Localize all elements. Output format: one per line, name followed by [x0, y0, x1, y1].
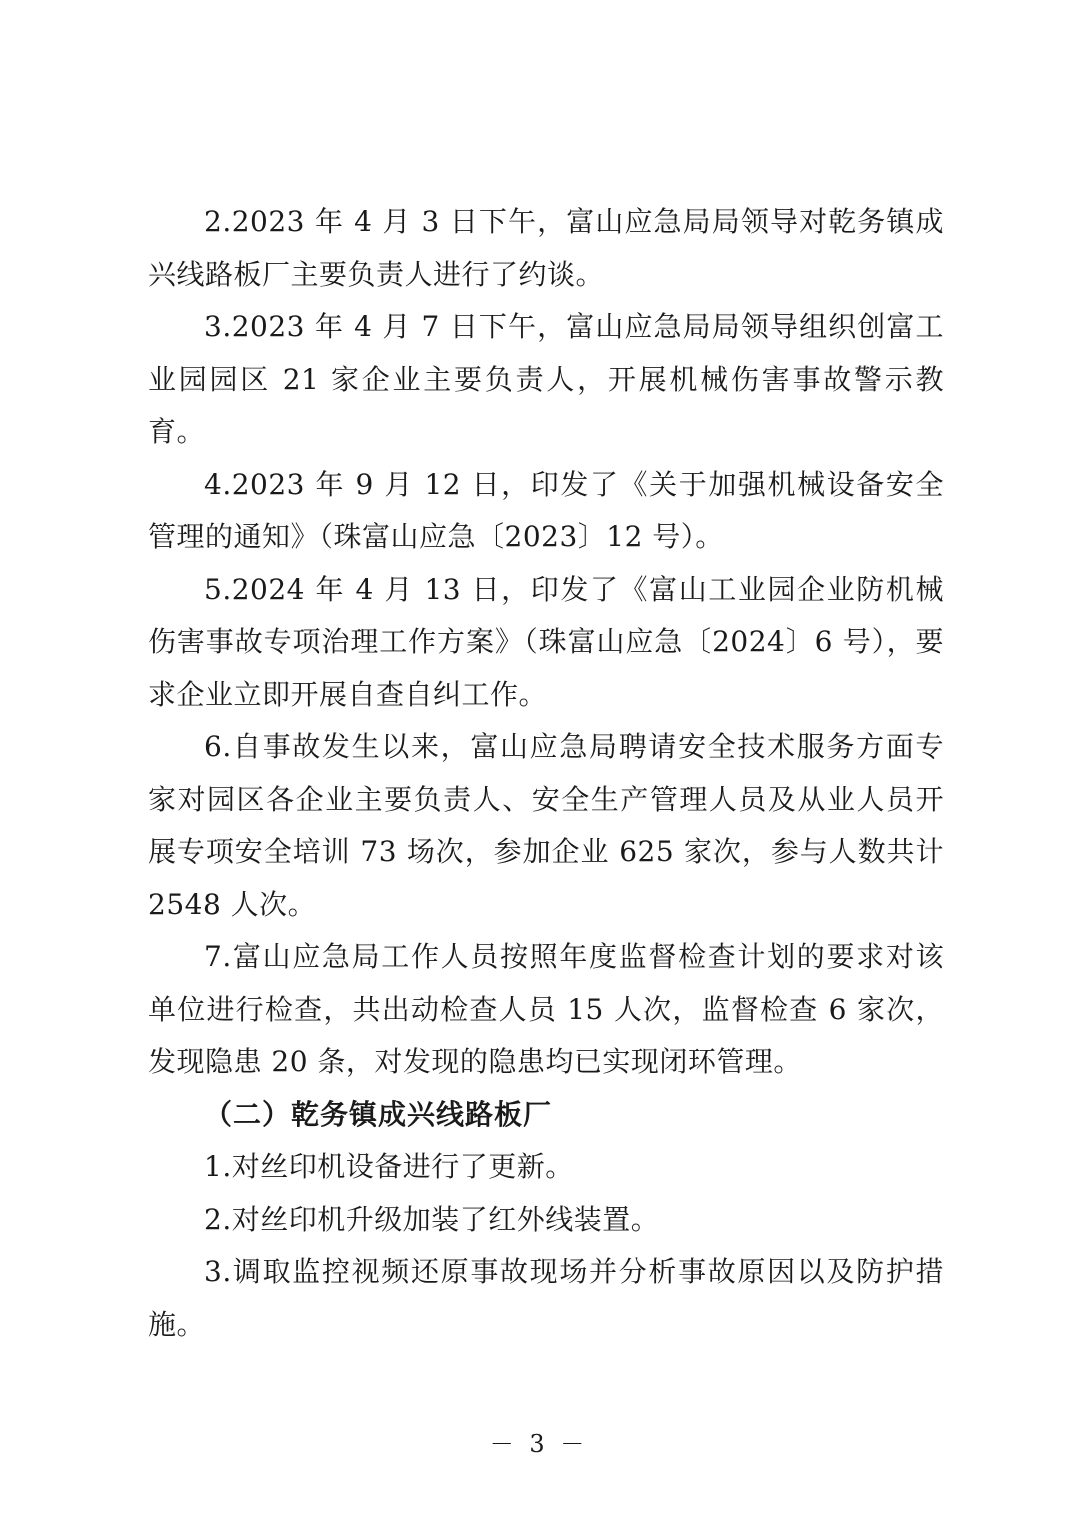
paragraph-item-7: 7.富山应急局工作人员按照年度监督检查计划的要求对该单位进行检查，共出动检查人员 15 人次，监督检查 6 家次，发现隐患 20 条，对发现的隐患均已实现闭环管理。	[148, 940, 944, 1078]
paragraph-item-5: 5.2024 年 4 月 13 日，印发了《富山工业园企业防机械伤害事故专项治理工作方案》（珠富山应急〔2024〕6 号），要求企业立即开展自查自纠工作。	[148, 572, 944, 711]
section-heading: （二）乾务镇成兴线路板厂	[204, 1097, 553, 1131]
section-item-1: 1.对丝印机设备进行了更新。	[204, 1150, 574, 1183]
paragraph-item-3: 3.2023 年 4 月 7 日下午，富山应急局局领导组织创富工业园园区 21 家企业主要负责人，开展机械伤害事故警示教育。	[148, 310, 944, 448]
document-body	[148, 196, 944, 1351]
section-item-2: 2.对丝印机升级加装了红外线装置。	[204, 1202, 660, 1236]
paragraph-item-6: 6.自事故发生以来，富山应急局聘请安全技术服务方面专家对园区各企业主要负责人、安全生产管理人员及从业人员开展专项安全培训 73 场次，参加企业 625 家次，参与人数共计 2548 人次。	[148, 730, 944, 921]
paragraph-item-4: 4.2023 年 9 月 12 日，印发了《关于加强机械设备安全管理的通知》（珠富山应急〔2023〕12 号）。	[148, 467, 944, 553]
paragraph-item-2: 2.2023 年 4 月 3 日下午，富山应急局局领导对乾务镇成兴线路板厂主要负责人进行了约谈。	[148, 205, 944, 291]
section-item-3: 3.调取监控视频还原事故现场并分析事故原因以及防护措施。	[148, 1255, 944, 1341]
page-number: － 3 －	[489, 1430, 589, 1458]
